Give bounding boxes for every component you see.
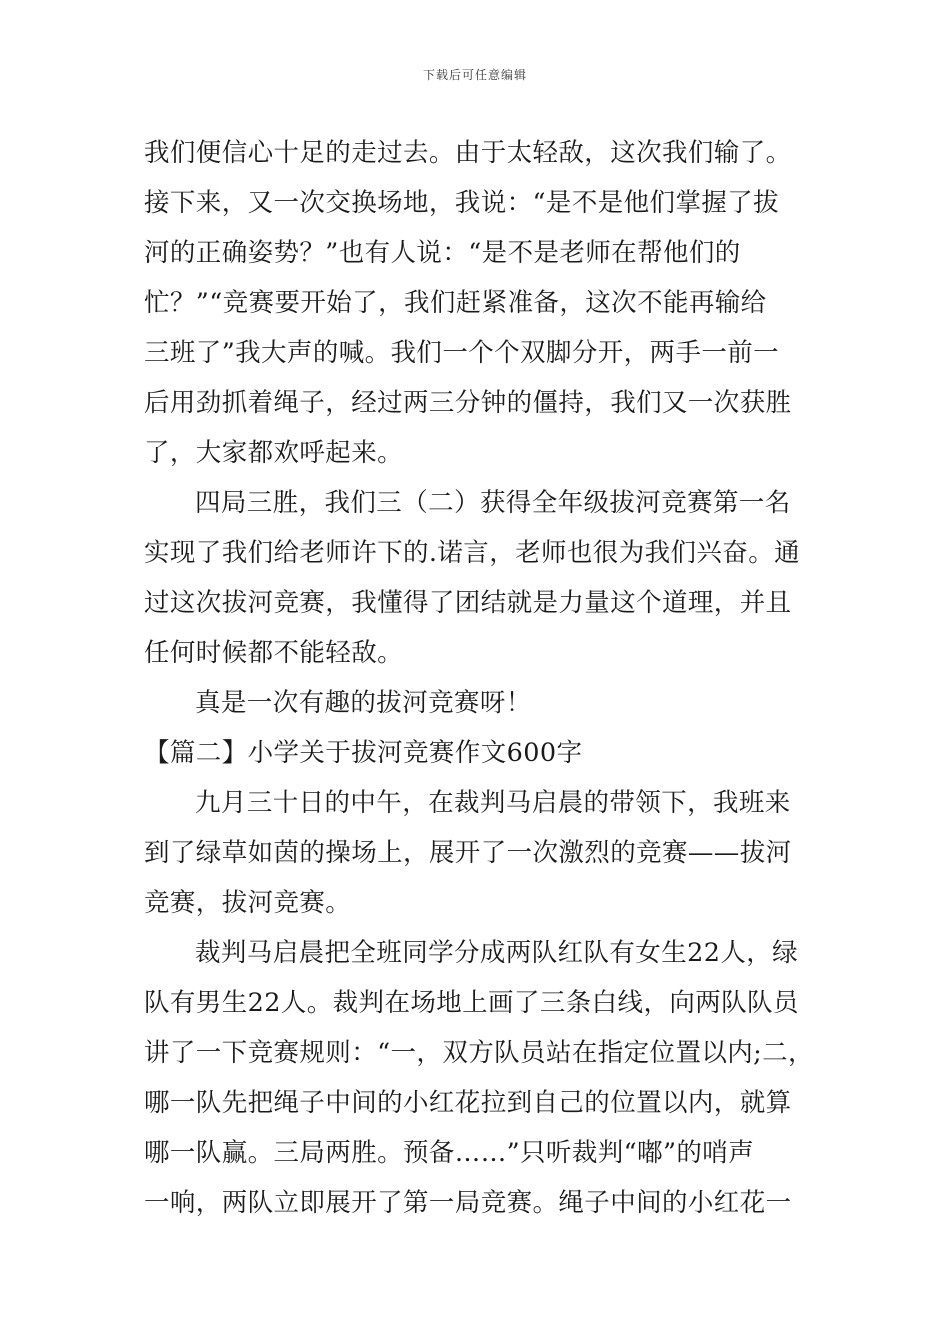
paragraph-line: 裁判马启晨把全班同学分成两队红队有女生22人，绿: [195, 938, 799, 968]
paragraph-line: 哪一队先把绳子中间的小红花拉到自己的位置以内，就算: [144, 1088, 792, 1118]
paragraph-line: 后用劲抓着绳子，经过两三分钟的僵持，我们又一次获胜: [144, 388, 792, 418]
paragraph-line: 真是一次有趣的拔河竞赛呀！: [195, 688, 532, 718]
paragraph-line: 了，大家都欢呼起来。: [144, 438, 404, 468]
paragraph-line: 讲了一下竞赛规则：“一，双方队员站在指定位置以内;二，: [144, 1038, 814, 1068]
paragraph-line: 到了绿草如茵的操场上，展开了一次激烈的竞赛——拔河: [144, 838, 792, 868]
document-body: [144, 128, 814, 1228]
paragraph-line: 实现了我们给老师许下的.诺言，老师也很为我们兴奋。通: [144, 538, 801, 568]
paragraph-line: 四局三胜，我们三（二）获得全年级拔河竞赛第一名: [195, 488, 791, 518]
paragraph-line: 任何时候都不能轻敌。: [144, 638, 404, 668]
paragraph-line: 竞赛，拔河竞赛。: [144, 888, 352, 918]
paragraph-line: 一响，两队立即展开了第一局竞赛。绳子中间的小红花一: [144, 1188, 792, 1218]
paragraph-line: 队有男生22人。裁判在场地上画了三条白线，向两队队员: [144, 988, 799, 1018]
page-header-note: 下载后可任意编辑: [422, 68, 527, 82]
paragraph-line: 忙？”“竞赛要开始了，我们赶紧准备，这次不能再输给: [144, 288, 767, 318]
paragraph-line: 哪一队赢。三局两胜。预备……”只听裁判“嘟”的哨声: [144, 1138, 755, 1168]
paragraph-line: 九月三十日的中午，在裁判马启晨的带领下，我班来: [195, 788, 791, 818]
paragraph-line: 河的正确姿势？”也有人说：“是不是老师在帮他们的: [144, 238, 741, 268]
paragraph-line: 我们便信心十足的走过去。由于太轻敌，这次我们输了。: [144, 138, 792, 168]
paragraph-line: 三班了”我大声的喊。我们一个个双脚分开，两手一前一: [144, 338, 780, 368]
section-heading: 【篇二】小学关于拔河竞赛作文600字: [144, 738, 583, 768]
paragraph-line: 过这次拔河竞赛，我懂得了团结就是力量这个道理，并且: [144, 588, 792, 618]
paragraph-line: 接下来，又一次交换场地，我说：“是不是他们掌握了拔: [144, 188, 780, 218]
